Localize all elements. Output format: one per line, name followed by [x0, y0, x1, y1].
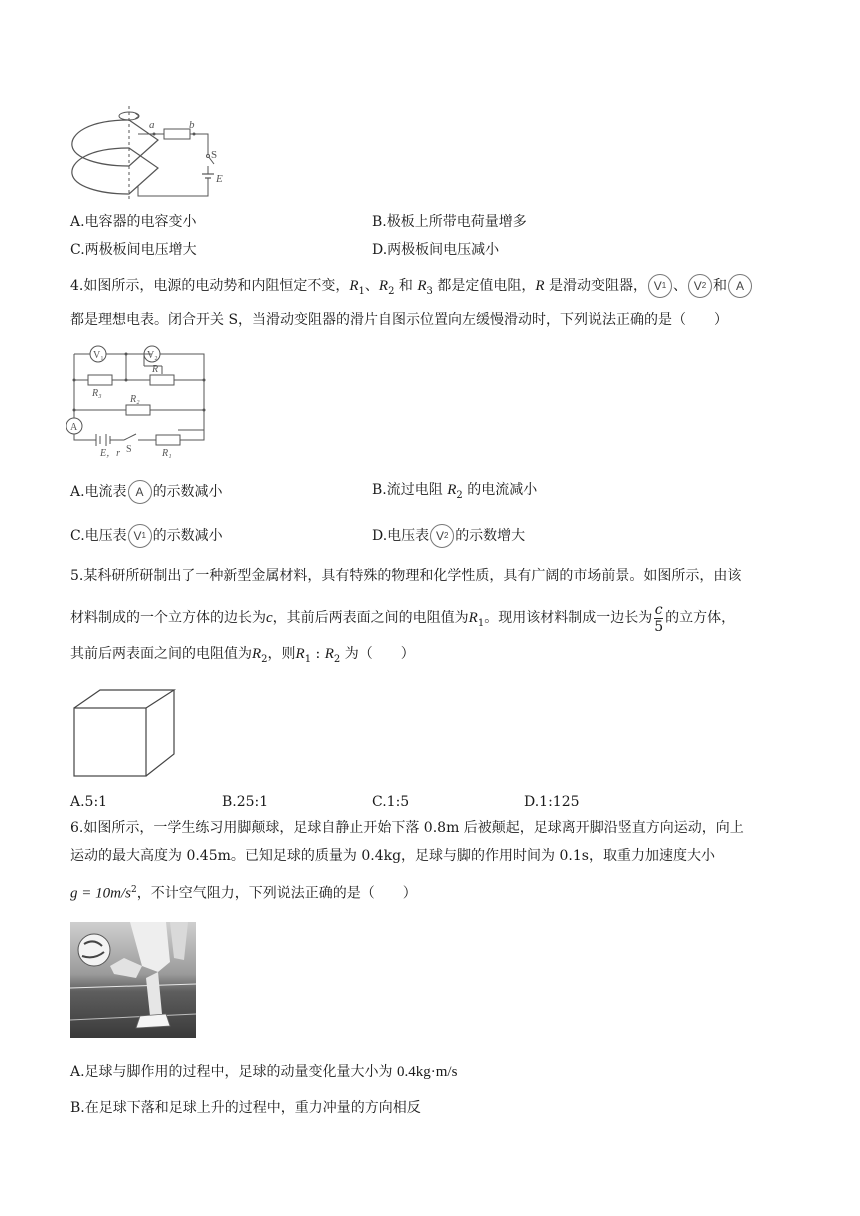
q4-option-d: D.电压表 V 2 的示数增大 [372, 524, 525, 548]
q5-option-a: A.5:1 [70, 794, 108, 810]
q5-stem-line2: 材料制成的一个立方体的边长为c，其前后两表面之间的电阻值为$R_1$。现用该材料制成一边长为 $\frac{c}{5}$ 的立方体， [70, 601, 736, 635]
q4-stem-line1: 4.如图所示，电源的电动势和内阻恒定不变，$R_1$、$R_2$ 和 $R_3$ 都是定值电阻，R 是滑动变阻器， V 1 、 V 2 和 A [70, 274, 753, 302]
q4-option-a: A.电流表 A 的示数减小 [70, 480, 223, 504]
q3-option-a: A.电容器的电容变小 [70, 214, 197, 230]
capacitor-figure [68, 106, 244, 202]
q6-stem-line2: 运动的最大高度为 0.45m。已知足球的质量为 0.4kg，足球与脚的作用时间为 0.1s，取重力加速度大小 [70, 848, 715, 864]
football-photo [70, 922, 196, 1038]
q5-option-c: C.1:5 [372, 794, 410, 810]
ammeter-a-icon: A [728, 274, 752, 298]
svg-text:V₂: V₂ [147, 350, 158, 361]
fig4-label-r1: R₁ [162, 448, 172, 458]
fig4-label-s: S [126, 444, 132, 455]
q4-option-c: C.电压表 V 1 的示数减小 [70, 524, 223, 548]
q6-option-b: B.在足球下落和足球上升的过程中，重力冲量的方向相反 [70, 1100, 421, 1116]
q5-stem-line3: 其前后两表面之间的电阻值为$R_2$，则$R_1$ : $R_2$ 为（ ） [70, 646, 415, 665]
q6-stem-line1: 6.如图所示，一学生练习用脚颠球，足球自静止开始下落 0.8m 后被颠起，足球离开脚沿竖直方向运动，向上 [70, 820, 744, 836]
q4-stem-line2: 都是理想电表。闭合开关 S，当滑动变阻器的滑片自图示位置向左缓慢滑动时，下列说法正确的是（ ） [70, 312, 729, 328]
fig4-label-r3: R₃ [92, 388, 102, 399]
fig3-label-a: a [149, 119, 155, 131]
svg-text:A: A [70, 422, 78, 433]
circuit-figure [66, 340, 210, 458]
q3-option-c: C.两极板间电压增大 [70, 242, 197, 258]
svg-text:V₁: V₁ [93, 350, 104, 361]
cube-figure [70, 686, 180, 780]
fig4-label-r: R [152, 364, 159, 375]
ammeter-a-icon: A [128, 480, 152, 504]
voltmeter-v1-icon: V 1 [648, 274, 672, 298]
fig4-label-er: E，r [100, 448, 120, 458]
voltmeter-v2-icon: V 2 [430, 524, 454, 548]
fraction-c-over-5: $\frac{c}{5}$ [654, 601, 664, 635]
q6-stem-line3: $g = 10m/s^2$，不计空气阻力，下列说法正确的是（ ） [70, 885, 417, 902]
q3-option-b: B.极板上所带电荷量增多 [372, 214, 527, 230]
q6-option-a: A.足球与脚作用的过程中，足球的动量变化量大小为 0.4kg·m/s [70, 1064, 458, 1080]
fig3-label-s: S [211, 149, 218, 161]
voltmeter-v1-icon: V 1 [128, 524, 152, 548]
voltmeter-v2-icon: V 2 [688, 274, 712, 298]
q5-stem-line1: 5.某科研所研制出了一种新型金属材料，具有特殊的物理和化学性质，具有广阔的市场前景。如图所示，由该 [70, 568, 742, 584]
q5-option-d: D.1:125 [524, 794, 580, 810]
q5-option-b: B.25:1 [222, 794, 269, 810]
fig4-label-r2: R₂ [130, 394, 140, 405]
fig3-label-b: b [189, 119, 195, 131]
fig3-label-e: E [216, 173, 223, 185]
q4-option-b: B.流过电阻 $R_2$ 的电流减小 [372, 482, 538, 501]
q3-option-d: D.两极板间电压减小 [372, 242, 500, 258]
